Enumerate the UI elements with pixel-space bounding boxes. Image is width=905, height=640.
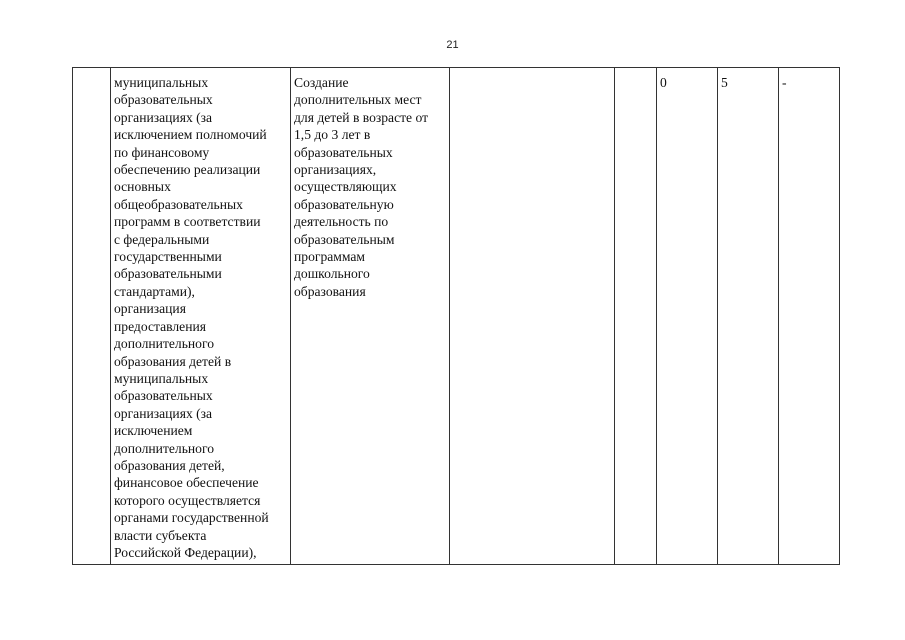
table-cell-8 [779,68,840,565]
table-cell-6 [657,68,718,565]
cell-text-7: 5 [721,75,728,90]
cell-text-8: - [782,75,787,90]
table-cell-powers [111,68,291,565]
table-cell-indicator [291,68,450,565]
table-cell-blank [73,68,111,565]
cell-text-indicator: Создание дополнительных мест для детей в возрасте от 1,5 до 3 лет в образовательных организациях, осуществляющих образовательную деятельность по образовательным программам дошкольного образования [294,75,429,299]
table-cell-5 [615,68,657,565]
table-cell-4 [450,68,615,565]
table-cell-7 [718,68,779,565]
page-number: 21 [446,39,459,51]
cell-text-6: 0 [660,75,667,90]
table-row [73,68,840,565]
document-table [72,67,840,565]
cell-text-powers: муниципальных образовательных организациях (за исключением полномочий по финансовому обеспечению реализации основных общеобразовательных программ в соответствии с федеральными государственными образовательными стандартами), организация предоставления дополнительного образования детей в муниципальных образовательных организациях (за исключением дополнительного образования детей, финансовое обеспечение которого осуществляется органами государственной власти субъекта Российской Федерации), [114,75,269,560]
